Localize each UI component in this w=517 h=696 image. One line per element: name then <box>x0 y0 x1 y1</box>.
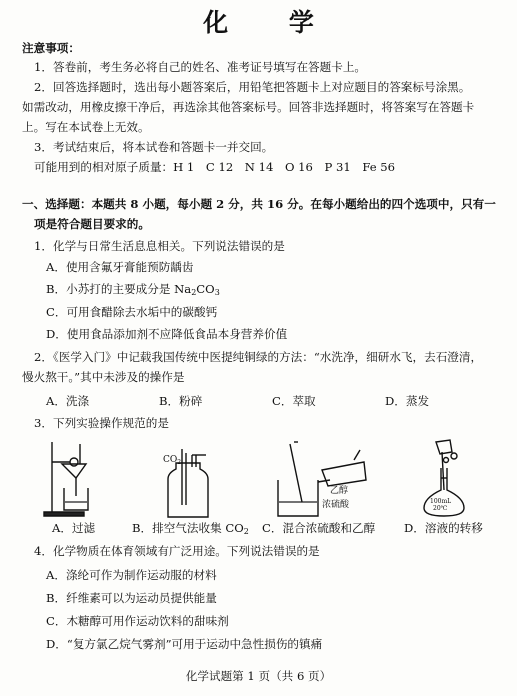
q3-option-b-sub: 2 <box>243 527 249 536</box>
q4-option-b: B．纤维素可以为运动员提供能量 <box>46 591 217 605</box>
co2-label-sub: 2 <box>177 459 182 466</box>
gas-collection-apparatus <box>150 445 230 520</box>
page-footer: 化学试题第 1 页（共 6 页） <box>185 669 332 683</box>
q3-option-c: C．混合浓硫酸和乙醇 <box>262 521 376 535</box>
q4-option-d: D．“复方氯乙烷气雾剂”可用于运动中急性损伤的镇痛 <box>46 637 323 651</box>
notice-item-2c: 上。写在本试卷上无效。 <box>22 120 150 134</box>
q2-option-a: A．洗涤 <box>46 394 90 408</box>
q1-option-d: D．使用食品添加剂不应降低食品本身营养价值 <box>46 327 288 341</box>
q1-option-a: A．使用含氟牙膏能预防龋齿 <box>46 260 194 274</box>
q1-option-c: C．可用食醋除去水垢中的碳酸钙 <box>46 305 218 319</box>
co2-label <box>163 455 181 468</box>
acid-label: 浓硫酸 <box>322 500 350 510</box>
q4-stem: 4．化学物质在体育领域有广泛用途。下列说法错误的是 <box>34 544 320 558</box>
flask-volume-label: 100mL <box>430 498 452 505</box>
q1-option-b-text: B．小苏打的主要成分是 Na <box>46 282 192 296</box>
q2-option-d: D．蒸发 <box>385 394 430 408</box>
transfer-apparatus <box>420 438 480 518</box>
co2-label-text: CO <box>163 455 178 465</box>
page-title: 化 学 <box>203 8 340 37</box>
q2-option-c: C．萃取 <box>272 394 316 408</box>
atomic-masses: 可能用到的相对原子质量：H 1 C 12 N 14 O 16 P 31 Fe 56 <box>34 160 396 174</box>
notice-item-1: 1．答卷前，考生务必将自己的姓名、准考证号填写在答题卡上。 <box>34 60 367 74</box>
q4-option-c: C．木糖醇可用作运动饮料的甜味剂 <box>46 614 229 628</box>
q1-stem: 1．化学与日常生活息息相关。下列说法错误的是 <box>34 239 285 253</box>
q1-option-b-sub1: 2 <box>191 288 197 297</box>
q1-option-b-sub2: 3 <box>214 288 220 297</box>
q2-stem-b: 慢火熬干。”其中未涉及的操作是 <box>22 370 185 384</box>
q2-option-b: B．粉碎 <box>159 394 203 408</box>
filtration-apparatus <box>40 438 120 518</box>
q1-option-b-mid: CO <box>196 282 215 296</box>
q3-stem: 3．下列实验操作规范的是 <box>34 416 169 430</box>
notice-item-2b: 如需改动，用橡皮擦干净后，再选涂其他答案标号。回答非选择题时，将答案写在答题卡 <box>22 100 475 114</box>
q4-option-a: A．涤纶可作为制作运动服的材料 <box>46 568 217 582</box>
q3-option-b <box>132 520 249 540</box>
ethanol-label: 乙醇 <box>330 486 349 496</box>
notice-item-3: 3．考试结束后，将本试卷和答题卡一并交回。 <box>34 140 274 154</box>
notice-item-2a: 2．回答选择题时，选出每小题答案后，用铅笔把答题卡上对应题目的答案标号涂黑。 <box>34 80 471 94</box>
section-heading: 一、选择题：本题共 8 小题，每小题 2 分，共 16 分。在每小题给出的四个选项中，只有一 <box>22 197 496 211</box>
notice-heading: 注意事项： <box>22 41 80 55</box>
q3-option-d: D．溶液的转移 <box>404 521 483 535</box>
q1-option-b <box>46 281 505 301</box>
section-heading-cont: 项是符合题目要求的。 <box>34 217 150 231</box>
q3-option-a: A．过滤 <box>52 521 96 535</box>
q2-stem-a: 2．《医学入门》中记载我国传统中医提纯铜绿的方法：“水洗净，细研水飞，去石澄清， <box>34 350 483 364</box>
flask-temp-label: 20℃ <box>433 505 448 512</box>
q3-option-b-text: B．排空气法收集 CO <box>132 521 244 535</box>
